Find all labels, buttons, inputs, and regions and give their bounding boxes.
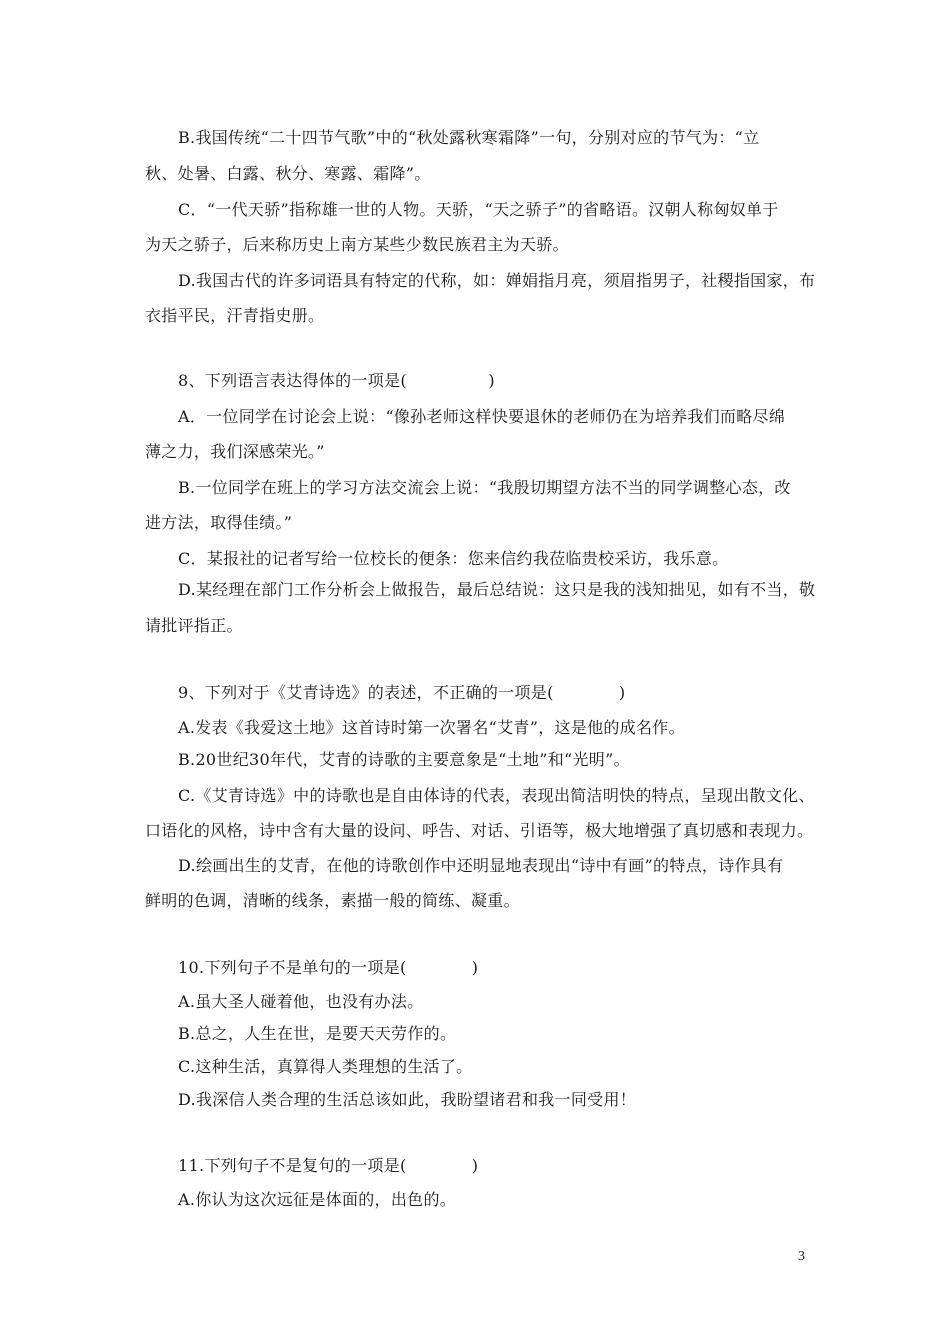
q7-option-d-line1: D.我国古代的许多词语具有特定的代称，如：婵娟指月亮，须眉指男子，社稷指国家，布 — [178, 271, 816, 290]
q8-option-a-line1: A．一位同学在讨论会上说：“像孙老师这样快要退休的老师仍在为培养我们而略尽绵 — [178, 407, 786, 426]
q10-option-b: B.总之，人生在世，是要天天劳作的。 — [178, 1024, 457, 1043]
q7-option-c-line1: C．“一代天骄”指称雄一世的人物。天骄，“天之骄子”的省略语。汉朝人称匈奴单于 — [178, 200, 779, 219]
q9-option-c-line2: 口语化的风格，诗中含有大量的设问、呼告、对话、引语等，极大地增强了真切感和表现力。 — [145, 821, 814, 840]
page-number: 3 — [798, 1249, 805, 1264]
q9-option-c-line1: C.《艾青诗选》中的诗歌也是自由体诗的代表，表现出简洁明快的特点，呈现出散文化、 — [178, 786, 815, 805]
q10-stem: 10.下列句子不是单句的一项是( ) — [178, 958, 479, 977]
q7-option-b-line2: 秋、处暑、白露、秋分、寒露、霜降”。 — [145, 164, 431, 183]
q7-option-d-line2: 衣指平民，汗青指史册。 — [145, 306, 325, 325]
q7-option-c-line2: 为天之骄子，后来称历史上南方某些少数民族君主为天骄。 — [145, 235, 569, 254]
q8-option-b-line1: B.一位同学在班上的学习方法交流会上说：“我殷切期望方法不当的同学调整心态，改 — [178, 478, 791, 497]
q10-option-d: D.我深信人类合理的生活总该如此，我盼望诸君和我一同受用！ — [178, 1090, 637, 1109]
q11-stem: 11.下列句子不是复句的一项是( ) — [178, 1156, 479, 1175]
q8-option-d-line2: 请批评指正。 — [145, 616, 243, 635]
q10-option-a: A.虽大圣人碰着他，也没有办法。 — [178, 992, 424, 1011]
q11-option-a: A.你认为这次远征是体面的，出色的。 — [178, 1190, 457, 1209]
q10-option-c: C.这种生活，真算得人类理想的生活了。 — [178, 1057, 473, 1076]
q9-option-a: A.发表《我爱这土地》这首诗时第一次署名“艾青”，这是他的成名作。 — [178, 718, 685, 737]
q8-option-c: C．某报社的记者写给一位校长的便条：您来信约我莅临贵校采访，我乐意。 — [178, 549, 729, 568]
q8-option-a-line2: 薄之力，我们深感荣光。” — [145, 442, 325, 461]
q7-option-b-line1: B.我国传统“二十四节气歌”中的“秋处露秋寒霜降”一句，分别对应的节气为：“立 — [178, 128, 760, 147]
q9-option-d-line2: 鲜明的色调，清晰的线条，素描一般的简练、凝重。 — [145, 891, 520, 910]
q8-option-b-line2: 进方法，取得佳绩。” — [145, 513, 293, 532]
q9-option-b: B.20世纪30年代，艾青的诗歌的主要意象是“土地”和“光明”。 — [178, 750, 630, 769]
q9-option-d-line1: D.绘画出生的艾青，在他的诗歌创作中还明显地表现出“诗中有画”的特点，诗作具有 — [178, 856, 784, 875]
q8-stem: 8、下列语言表达得体的一项是( ) — [178, 371, 495, 390]
q9-stem: 9、下列对于《艾青诗选》的表述，不正确的一项是( ) — [178, 683, 626, 702]
q8-option-d-line1: D.某经理在部门工作分析会上做报告，最后总结说：这只是我的浅知拙见，如有不当，敬 — [178, 580, 816, 599]
